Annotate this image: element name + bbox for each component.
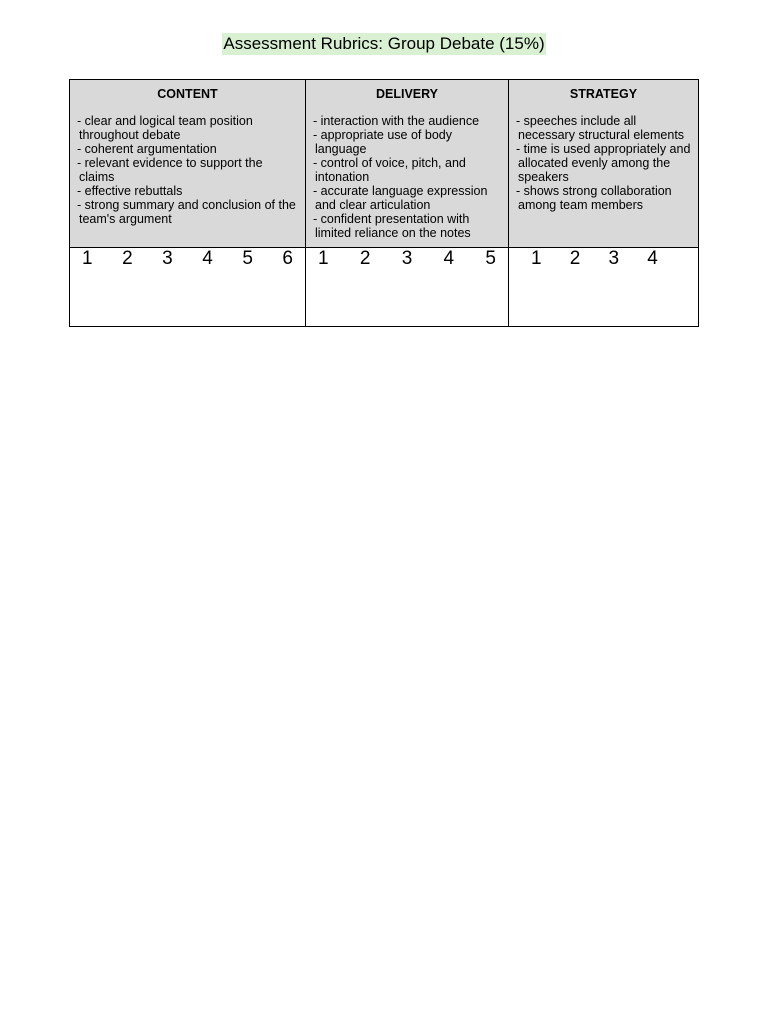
score-scale bbox=[306, 248, 508, 270]
criteria-list bbox=[509, 114, 698, 212]
score-value[interactable]: 4 bbox=[443, 248, 455, 269]
criteria-list bbox=[306, 114, 508, 240]
criteria-heading: CONTENT bbox=[157, 87, 218, 101]
criteria-heading: STRATEGY bbox=[569, 87, 638, 101]
title-wrapper bbox=[0, 33, 768, 55]
score-value[interactable]: 4 bbox=[202, 248, 213, 269]
score-value[interactable]: 5 bbox=[485, 248, 496, 269]
criteria-item: - control of voice, pitch, and intonation bbox=[313, 156, 466, 184]
criteria-item: - shows strong collaboration among team members bbox=[516, 184, 672, 212]
score-scale bbox=[70, 248, 305, 270]
criteria-cell-strategy bbox=[509, 80, 699, 248]
score-value[interactable]: 1 bbox=[318, 248, 329, 269]
score-value[interactable]: 2 bbox=[122, 248, 133, 269]
criteria-list bbox=[70, 114, 305, 226]
scores-row bbox=[70, 248, 699, 327]
score-value[interactable]: 4 bbox=[647, 248, 658, 269]
score-value[interactable]: 2 bbox=[569, 248, 581, 269]
criteria-heading: DELIVERY bbox=[375, 87, 439, 101]
criteria-item: - effective rebuttals bbox=[77, 184, 183, 198]
score-scale bbox=[509, 248, 698, 270]
score-value[interactable]: 3 bbox=[162, 248, 173, 269]
criteria-item: - appropriate use of body language bbox=[313, 128, 452, 156]
criteria-item: - time is used appropriately and allocated evenly among the speakers bbox=[516, 142, 691, 184]
rubric-table bbox=[69, 79, 699, 327]
score-cell-content bbox=[70, 248, 306, 327]
score-value[interactable]: 3 bbox=[401, 248, 413, 269]
score-value[interactable]: 3 bbox=[608, 248, 620, 269]
criteria-cell-delivery bbox=[306, 80, 509, 248]
score-value[interactable]: 5 bbox=[242, 248, 253, 269]
score-cell-strategy bbox=[509, 248, 699, 327]
criteria-item: - accurate language expression and clear articulation bbox=[313, 184, 488, 212]
document-title: Assessment Rubrics: Group Debate (15%) bbox=[223, 34, 545, 53]
score-cell-delivery bbox=[306, 248, 509, 327]
criteria-item: - coherent argumentation bbox=[77, 142, 217, 156]
criteria-cell-content bbox=[70, 80, 306, 248]
criteria-item: - clear and logical team position throughout debate bbox=[77, 114, 253, 142]
criteria-item: - strong summary and conclusion of the team's argument bbox=[77, 198, 296, 226]
criteria-item: - interaction with the audience bbox=[313, 114, 480, 128]
score-value[interactable]: 6 bbox=[282, 248, 293, 269]
score-value[interactable]: 1 bbox=[82, 248, 93, 269]
criteria-item: - confident presentation with limited reliance on the notes bbox=[313, 212, 471, 240]
score-value[interactable]: 2 bbox=[359, 248, 371, 269]
score-value[interactable]: 1 bbox=[531, 248, 542, 269]
criteria-item: - speeches include all necessary structural elements bbox=[516, 114, 685, 142]
criteria-item: - relevant evidence to support the claims bbox=[77, 156, 263, 184]
criteria-row bbox=[70, 80, 699, 248]
